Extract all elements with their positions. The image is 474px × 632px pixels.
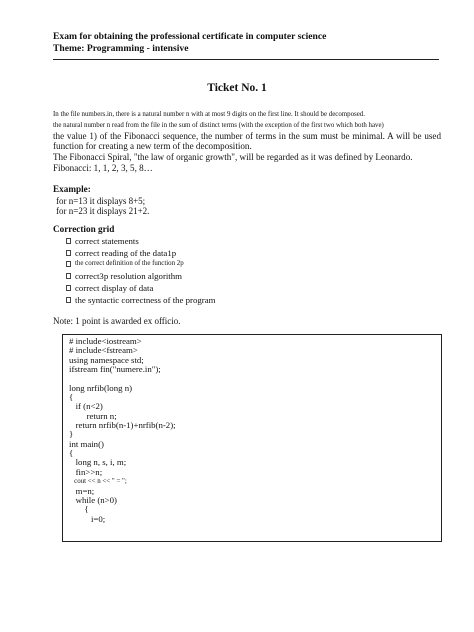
code-line: using namespace std; [69,354,144,365]
code-line: # include<fstream> [69,345,138,356]
checkbox-icon [66,238,71,244]
example-line-2: for n=23 it displays 21+2. [56,206,150,216]
problem-line-1: In the file numbers.in, there is a natural number n with at most 9 digits on the first line. It should be decomposed. [53,111,365,118]
exam-theme: Theme: Programming - intensive [53,43,189,54]
problem-line-5: The Fibonacci Spiral, "the law of organic growth", will be regarded as it was defined by Leonardo. [53,152,413,162]
grid-item-label: the syntactic correctness of the program [75,295,216,305]
example-line-1: for n=13 it displays 8+5; [56,196,146,206]
grid-item-reading [66,248,176,258]
code-line: return n; [69,410,117,421]
ticket-title: Ticket No. 1 [207,82,267,94]
code-line: long nrfib(long n) [69,382,133,393]
code-line: if (n<2) [69,401,103,412]
grid-item-statements [66,236,139,246]
note: Note: 1 point is awarded ex officio. [53,316,181,326]
code-line: { [69,504,89,515]
grid-item-syntax [66,295,215,305]
correction-grid-title: Correction grid [53,224,115,234]
code-listing [62,334,442,542]
grid-item-label: correct statements [75,236,139,246]
grid-item-label: correct display of data [75,283,154,293]
grid-item-function [66,260,184,267]
exam-title: Exam for obtaining the professional certificate in computer science [53,31,327,42]
example-title: Example: [53,184,91,194]
header-divider [53,59,439,60]
problem-line-2: the natural number n read from the file in the sum of distinct terms (with the exception of the first two which both have) [53,122,384,129]
checkbox-icon [66,297,71,303]
grid-item-label: correct reading of the data1p [75,248,177,258]
code-line: i=0; [69,513,106,524]
checkbox-icon [66,261,71,267]
problem-line-3: the value 1) of the Fibonacci sequence, the number of terms in the sum must be minimal. A will be used [53,131,441,141]
code-line: # include<iostream> [69,336,142,346]
problem-line-6: Fibonacci: 1, 1, 2, 3, 5, 8… [53,163,153,173]
code-line: fin>>n; [69,466,103,477]
checkbox-icon [66,273,71,279]
code-line: m=n; [69,485,95,496]
code-line: ifstream fin("numere.in"); [69,364,161,375]
grid-item-algorithm [66,271,182,281]
code-line: { [69,392,74,403]
checkbox-icon [66,250,71,256]
grid-item-label: the correct definition of the function 2p [75,260,184,267]
code-line: long n, s, i, m; [69,457,127,468]
code-line: return nrfib(n-1)+nrfib(n-2); [69,420,176,431]
code-line: cout << n << " = "; [69,478,127,486]
code-line: } [69,429,74,440]
checkbox-icon [66,285,71,291]
code-line: { [69,448,74,459]
exam-header [53,31,423,55]
code-line: while (n>0) [69,494,117,505]
code-line: int main() [69,438,104,449]
code-block [69,337,176,524]
problem-line-4: function for creating a new term of the decomposition. [53,141,252,151]
grid-item-display [66,283,153,293]
grid-item-label: correct3p resolution algorithm [75,271,182,281]
